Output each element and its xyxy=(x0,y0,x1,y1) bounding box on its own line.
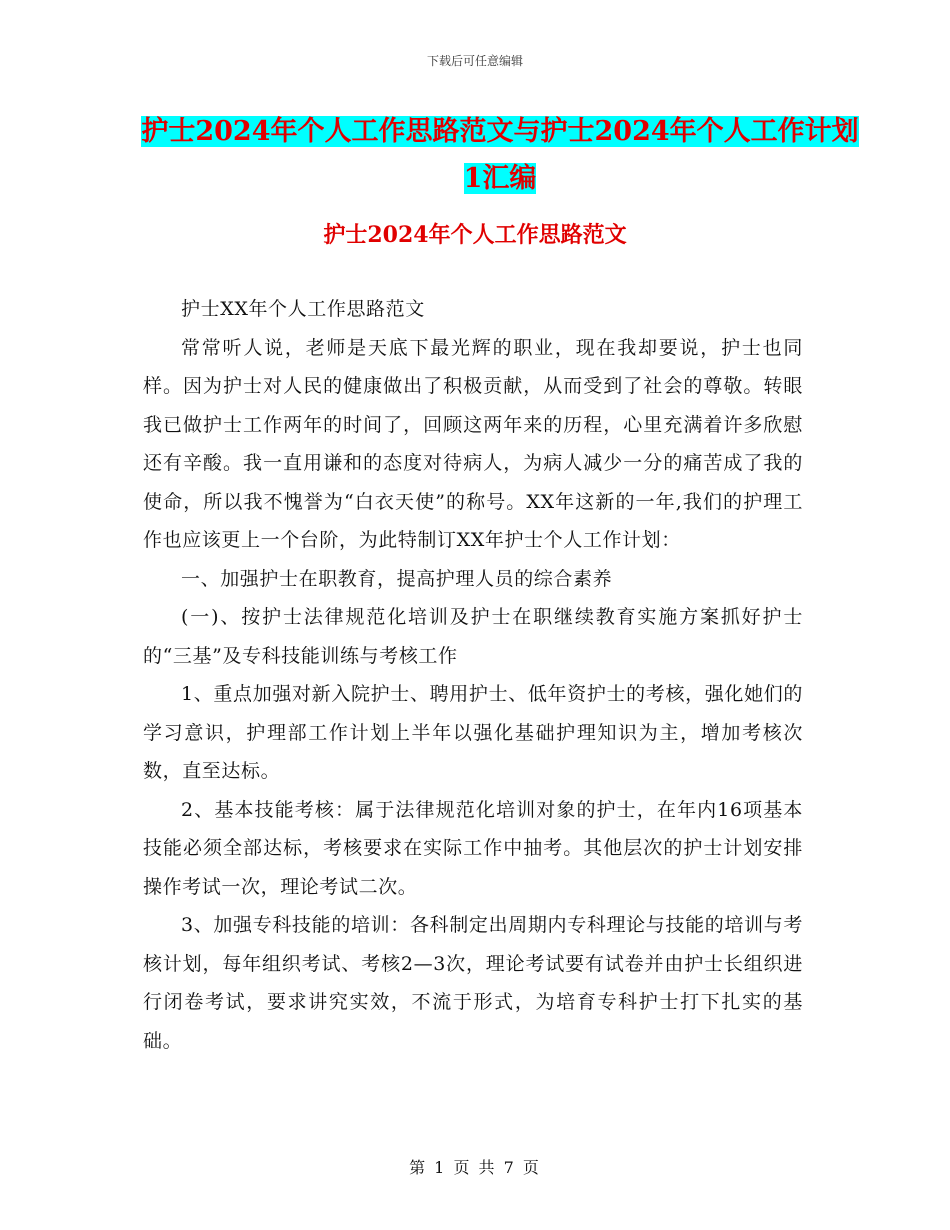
paragraph: 常常听人说，老师是天底下最光辉的职业，现在我却要说，护士也同样。因为护士对人民的健康做出了积极贡献，从而受到了社会的尊敬。转眼我已做护士工作两年的时间了，回顾这两年来的历程，心里充满着许多欣慰还有辛酸。我一直用谦和的态度对待病人，为病人减少一分的痛苦成了我的使命，所以我不愧誉为“白衣天使”的称号。XX年这新的一年,我们的护理工作也应该更上一个台阶，为此特制订XX年护士个人工作计划： xyxy=(143,336,803,551)
document-body xyxy=(143,290,803,1060)
paragraph: 一、加强护士在职教育，提高护理人员的综合素养 xyxy=(181,567,613,590)
page-footer: 第 1 页 共 7 页 xyxy=(409,1158,541,1177)
paragraph: 3、加强专科技能的培训：各科制定出周期内专科理论与技能的培训与考核计划，每年组织考试、考核2—3次，理论考试要有试卷并由护士长组织进行闭卷考试，要求讲究实效，不流于形式，为培育专科护士打下扎实的基础。 xyxy=(143,914,803,1052)
paragraph: 1、重点加强对新入院护士、聘用护士、低年资护士的考核，强化她们的学习意识，护理部工作计划上半年以强化基础护理知识为主，增加考核次数，直至达标。 xyxy=(143,683,803,782)
paragraph: 2、基本技能考核：属于法律规范化培训对象的护士，在年内16项基本技能必须全部达标，考核要求在实际工作中抽考。其他层次的护士计划安排操作考试一次，理论考试二次。 xyxy=(143,798,803,898)
section-title: 护士2024年个人工作思路范文 xyxy=(323,222,627,248)
header-note: 下载后可任意编辑 xyxy=(426,54,523,68)
paragraph: 护士XX年个人工作思路范文 xyxy=(181,298,425,320)
document-title xyxy=(140,108,860,202)
document-title-text: 护士2024年个人工作思路范文与护士2024年个人工作计划1汇编 xyxy=(141,116,859,194)
paragraph: (一)、按护士法律规范化培训及护士在职继续教育实施方案抓好护士的“三基”及专科技能训练与考核工作 xyxy=(143,606,803,667)
